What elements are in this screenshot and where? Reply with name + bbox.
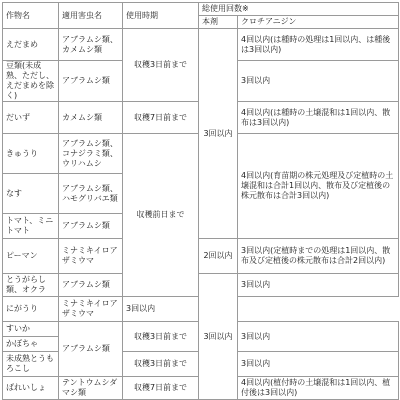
crop-cell: 豆類(未成熟、ただし、えだまめを除く) <box>3 61 59 102</box>
clothianidin-cell: 4回以内(は種時の処理は1回以内、は種後は3回以内) <box>238 29 399 61</box>
pest-cell: アブラムシ類、カメムシ類 <box>59 29 123 61</box>
pest-cell: アブラムシ類、コナジラミ類、ウリハムシ <box>59 134 123 174</box>
pest-cell: ミナミキイロアザミウマ <box>59 297 123 322</box>
pest-cell: アブラムシ類、ハモグリバエ類 <box>59 174 123 214</box>
timing-cell: 収穫3日前まで <box>123 322 199 352</box>
crop-cell: ばれいしょ <box>3 377 59 400</box>
crop-cell: えだまめ <box>3 29 59 61</box>
clothianidin-cell: 4回以内(育苗期の株元処理及び定植時の土壌混和は合計1回以内、散布及び定植後の株元散布は合計3回以内) <box>238 134 399 239</box>
crop-cell: とうがらし類、オクラ <box>3 274 59 297</box>
crop-cell: 未成熟とうもろこし <box>3 352 59 377</box>
crop-cell: かぼちゃ <box>3 337 59 352</box>
timing-cell: 収穫7日前まで <box>123 377 199 400</box>
header-crop: 作物名 <box>3 3 59 29</box>
count-cell: 3回以内 <box>199 274 238 400</box>
pest-cell: ミナミキイロアザミウマ <box>59 239 123 274</box>
crop-cell: なす <box>3 174 59 214</box>
clothianidin-cell: 3回以内 <box>238 352 399 377</box>
count-cell: 3回以内 <box>199 29 238 239</box>
timing-cell: 収穫前日まで <box>123 134 199 297</box>
crop-cell: だいず <box>3 102 59 134</box>
header-timing: 使用時期 <box>123 3 199 29</box>
crop-cell: トマト、ミニトマト <box>3 214 59 239</box>
crop-cell: きゅうり <box>3 134 59 174</box>
clothianidin-cell: 3回以内 <box>123 297 199 322</box>
pest-cell: テントウムシダマシ類 <box>59 377 123 400</box>
pest-cell: アブラムシ類 <box>59 214 123 239</box>
clothianidin-cell: 3回以内(定植時までの処理は1回以内、散布及び定植後の株元散布は合計2回以内) <box>238 239 399 274</box>
timing-cell: 収穫7日前まで <box>123 102 199 134</box>
clothianidin-cell: 3回以内 <box>238 322 399 352</box>
pest-cell: アブラムシ類 <box>59 61 123 102</box>
header-clothianidin: クロチアニジン <box>238 16 399 29</box>
crop-cell: にがうり <box>3 297 59 322</box>
pest-cell: アブラムシ類 <box>59 274 123 297</box>
header-this-agent: 本剤 <box>199 16 238 29</box>
pest-cell: アブラムシ類 <box>59 322 123 377</box>
clothianidin-cell: 4回以内(は種時の土壌混和は1回以内、散布は3回以内) <box>238 102 399 134</box>
timing-cell: 収穫3日前まで <box>123 29 199 102</box>
clothianidin-cell: 3回以内 <box>238 61 399 102</box>
pest-cell: カメムシ類 <box>59 102 123 134</box>
count-cell: 2回以内 <box>199 239 238 274</box>
pesticide-usage-table <box>2 2 399 400</box>
timing-cell: 収穫3日前まで <box>123 352 199 377</box>
header-total-use-count: 総使用回数※ <box>199 3 399 16</box>
clothianidin-cell: 3回以内 <box>238 274 399 297</box>
clothianidin-cell: 4回以内(植付時の土壌混和は1回以内、植付後は3回以内) <box>238 377 399 400</box>
crop-cell: すいか <box>3 322 59 337</box>
crop-cell: ピーマン <box>3 239 59 274</box>
header-pest: 適用害虫名 <box>59 3 123 29</box>
